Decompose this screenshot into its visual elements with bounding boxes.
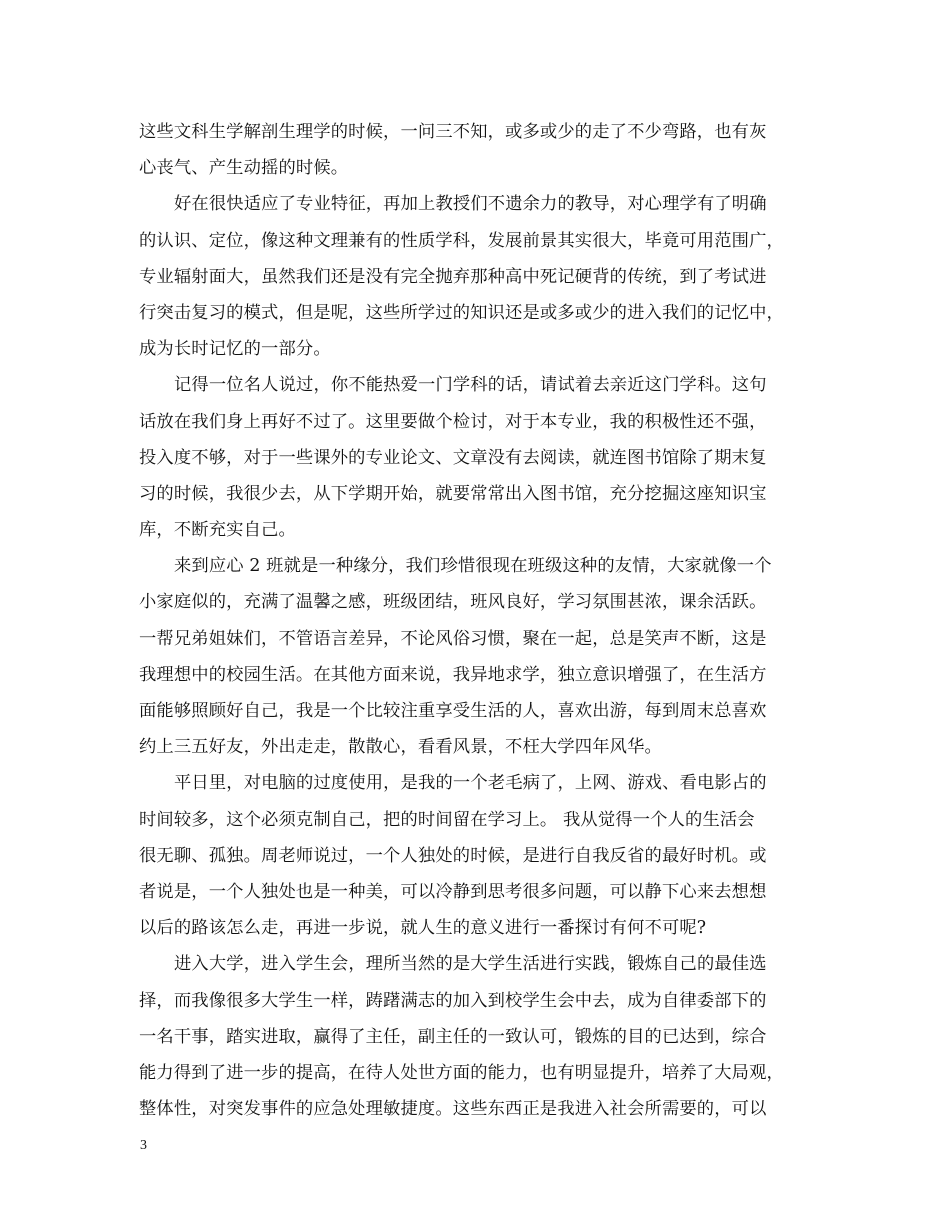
paragraph — [139, 186, 811, 367]
page-number: 3 — [140, 1138, 147, 1153]
text-line: 的认识、定位，像这种文理兼有的性质学科，发展前景其实很大，毕竟可用范围广， — [139, 230, 784, 251]
text-line: 约上三五好友，外出走走，散散心，看看风景，不枉大学四年风华。 — [139, 737, 662, 758]
text-line: 心丧气、产生动摇的时候。 — [139, 158, 349, 179]
text-line: 好在很快适应了专业特征，再加上教授们不遗余力的教导，对心理学有了明确 — [174, 194, 767, 215]
text-line: 整体性，对突发事件的应急处理敏捷度。这些东西正是我进入社会所需要的，可以 — [139, 1099, 767, 1120]
text-line: 库，不断充实自己。 — [139, 520, 296, 541]
text-line: 我理想中的校园生活。在其他方面来说，我异地求学，独立意识增强了，在生活方 — [139, 664, 767, 685]
text-line: 者说是，一个人独处也是一种美，可以冷静到思考很多问题，可以静下心来去想想 — [139, 881, 767, 902]
text-line: 时间较多，这个必须克制自己，把的时间留在学习上。 我从觉得一个人的生活会 — [139, 809, 755, 830]
body-text — [139, 114, 811, 1127]
text-line: 小家庭似的，充满了温馨之感，班级团结，班风良好，学习氛围甚浓，课余活跃。 — [139, 592, 767, 613]
text-line: 面能够照顾好自己，我是一个比较注重享受生活的人，喜欢出游，每到周末总喜欢 — [139, 701, 767, 721]
paragraph — [139, 548, 811, 765]
text-line: 进入大学，进入学生会，理所当然的是大学生活进行实践，锻炼自己的最佳选 — [174, 954, 767, 975]
text-line: 这些文科生学解剖生理学的时候，一问三不知，或多或少的走了不少弯路，也有灰 — [139, 122, 767, 142]
text-line: 投入度不够，对于一些课外的专业论文、文章没有去阅读，就连图书馆除了期末复 — [139, 447, 767, 468]
text-line: 平日里，对电脑的过度使用，是我的一个老毛病了，上网、游戏、看电影占的 — [174, 773, 767, 794]
text-line: 一名干事，踏实进取，赢得了主任，副主任的一致认可，锻炼的目的已达到，综合 — [139, 1026, 767, 1047]
text-line: 以后的路该怎么走，再进一步说，就人生的意义进行一番探讨有何不可呢? — [139, 918, 707, 939]
text-line: 来到应心 2 班就是一种缘分，我们珍惜很现在班级这种的友情，大家就像一个 — [174, 556, 772, 577]
text-line: 记得一位名人说过，你不能热爱一门学科的话，请试着去亲近这门学科。这句 — [174, 375, 767, 396]
text-line: 能力得到了进一步的提高，在待人处世方面的能力，也有明显提升，培养了大局观， — [139, 1062, 784, 1083]
text-line: 专业辐射面大，虽然我们还是没有完全抛弃那种高中死记硬背的传统，到了考试进 — [139, 266, 767, 287]
text-line: 很无聊、孤独。周老师说过，一个人独处的时候，是进行自我反省的最好时机。或 — [139, 845, 767, 866]
paragraph — [139, 946, 811, 1127]
text-line: 行突击复习的模式，但是呢，这些所学过的知识还是或多或少的进入我们的记忆中， — [139, 302, 784, 323]
text-line: 一帮兄弟姐妹们，不管语言差异，不论风俗习惯，聚在一起，总是笑声不断，这是 — [139, 628, 767, 649]
paragraph — [139, 765, 811, 946]
text-line: 话放在我们身上再好不过了。这里要做个检讨，对于本专业，我的积极性还不强， — [139, 411, 767, 432]
text-line: 择，而我像很多大学生一样，踌躇满志的加入到校学生会中去，成为自律委部下的 — [139, 990, 767, 1011]
text-line: 成为长时记忆的一部分。 — [139, 339, 331, 360]
paragraph — [139, 367, 811, 548]
text-line: 习的时候，我很少去，从下学期开始，就要常常出入图书馆，充分挖掘这座知识宝 — [139, 483, 767, 504]
paragraph — [139, 114, 811, 186]
